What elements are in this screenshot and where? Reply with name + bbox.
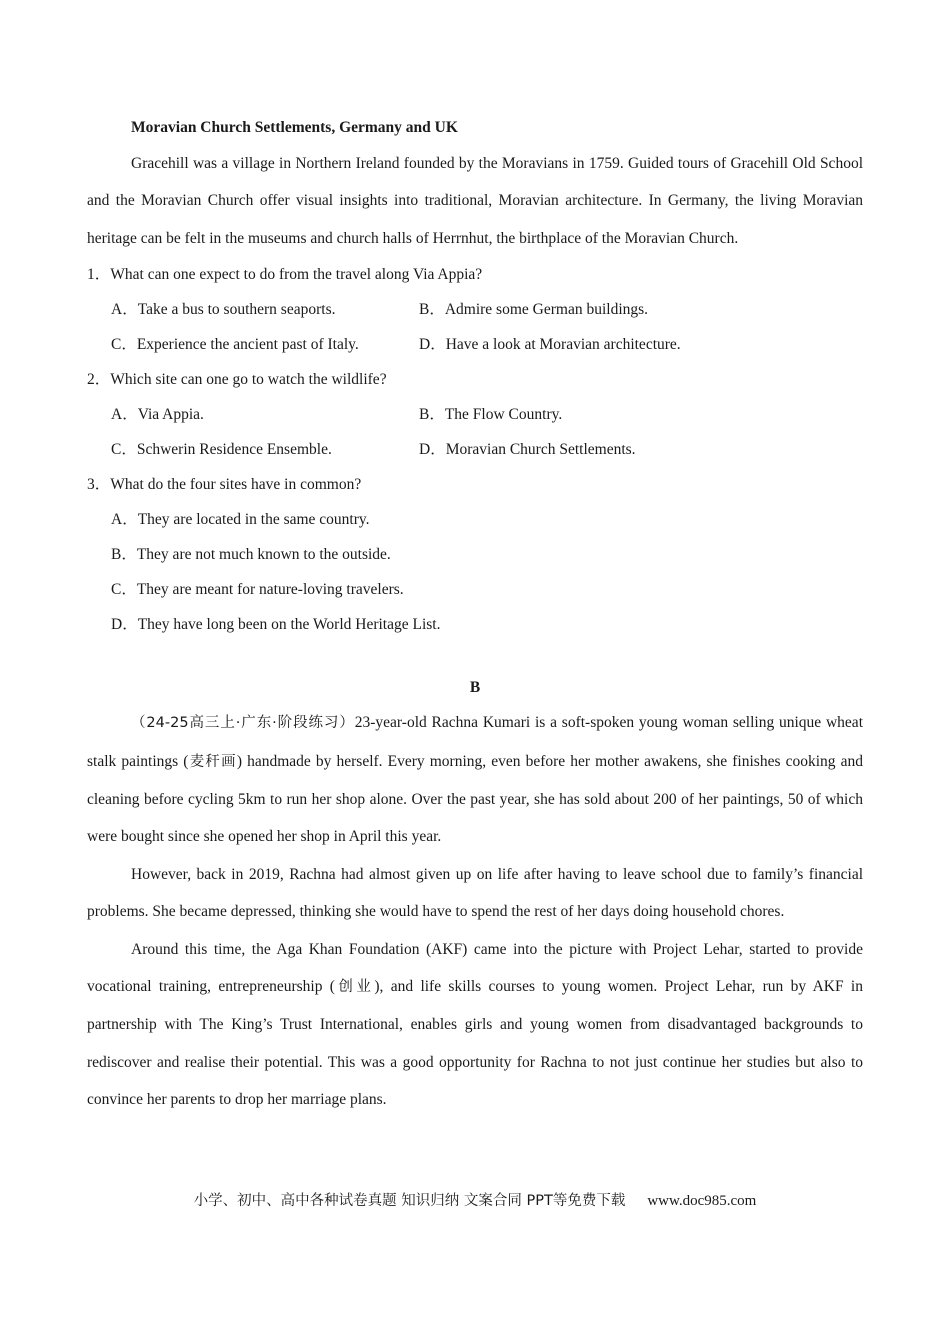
question-stem: 2．Which site can one go to watch the wildlife?: [87, 371, 387, 389]
passage-b-paragraph-3: [87, 931, 863, 1119]
document-page: [87, 116, 863, 1119]
text-run: 23-year-old Rachna Kumari is a soft-spoken young woman selling unique wheat stalk paintings (: [87, 714, 863, 770]
passage-heading: Moravian Church Settlements, Germany and UK: [131, 119, 458, 136]
option-a: A．Take a bus to southern seaports.: [111, 301, 336, 319]
text-run: ) handmade by herself. Every morning, even before her mother awakens, she finishes cooking and cleaning before cycling 5km to run her shop alone. Over the past year, she has sold about 200 of her paintings, 50 of which were bought since she opened her shop in April this year.: [87, 752, 863, 846]
question-stem: 3．What do the four sites have in common?: [87, 476, 362, 494]
option-d: D．They have long been on the World Heritage List.: [111, 616, 441, 634]
question-2: [87, 362, 863, 467]
question-1: [87, 257, 863, 362]
option-c: C．They are meant for nature-loving travelers.: [111, 581, 404, 599]
option-b: B．The Flow Country.: [419, 406, 563, 424]
option-c: C．Schwerin Residence Ensemble.: [111, 441, 332, 459]
passage-b-paragraph-1: [87, 704, 863, 856]
options-row: [111, 397, 863, 432]
option-b: B．They are not much known to the outside.: [111, 546, 391, 564]
chinese-gloss: 创业: [334, 979, 375, 996]
option-a: A．Via Appia.: [111, 406, 204, 424]
section-label: B: [469, 679, 481, 697]
footer-text: 小学、初中、高中各种试卷真题 知识归纳 文案合同 PPT等免费下载: [193, 1193, 626, 1209]
option-d: D．Moravian Church Settlements.: [419, 441, 636, 459]
passage-paragraph: Gracehill was a village in Northern Ireland founded by the Moravians in 1759. Guided tours of Gracehill Old School and the Moravian Church offer visual insights into traditional, Moravian architecture. In Germany, the living Moravian heritage can be felt in the museums and church halls of Herrnhut, the birthplace of the Moravian Church.: [87, 155, 863, 247]
text-run: Around this time, the Aga Khan Foundation (AKF) came into the picture with Project Lehar, started to provide vocational training, entrepreneurship (: [87, 940, 863, 996]
question-stem: 1．What can one expect to do from the travel along Via Appia?: [87, 266, 483, 284]
source-tag: （24-25高三上·广东·阶段练习）: [131, 715, 355, 732]
option-a: A．They are located in the same country.: [111, 511, 370, 529]
option-c: C．Experience the ancient past of Italy.: [111, 336, 359, 354]
options-row: [111, 327, 863, 362]
option-b: B．Admire some German buildings.: [419, 301, 649, 319]
question-3: [87, 467, 863, 642]
options-row: [111, 432, 863, 467]
passage-b-paragraph-2: However, back in 2019, Rachna had almost given up on life after having to leave school due to family’s financial problems. She became depressed, thinking she would have to spend the rest of her days doing household chores.: [87, 865, 863, 921]
chinese-gloss: 麦秆画: [188, 753, 237, 770]
option-d: D．Have a look at Moravian architecture.: [419, 336, 681, 354]
footer-link[interactable]: www.doc985.com: [647, 1193, 757, 1209]
options-row: [111, 292, 863, 327]
page-footer: [0, 1189, 950, 1213]
text-run: ), and life skills courses to young women. Project Lehar, run by AKF in partnership with The King’s Trust International, enables girls and young women from disadvantaged backgrounds to rediscover and realise their potential. This was a good opportunity for Rachna to not just continue her studies but also to convince her parents to drop her marriage plans.: [87, 978, 863, 1109]
